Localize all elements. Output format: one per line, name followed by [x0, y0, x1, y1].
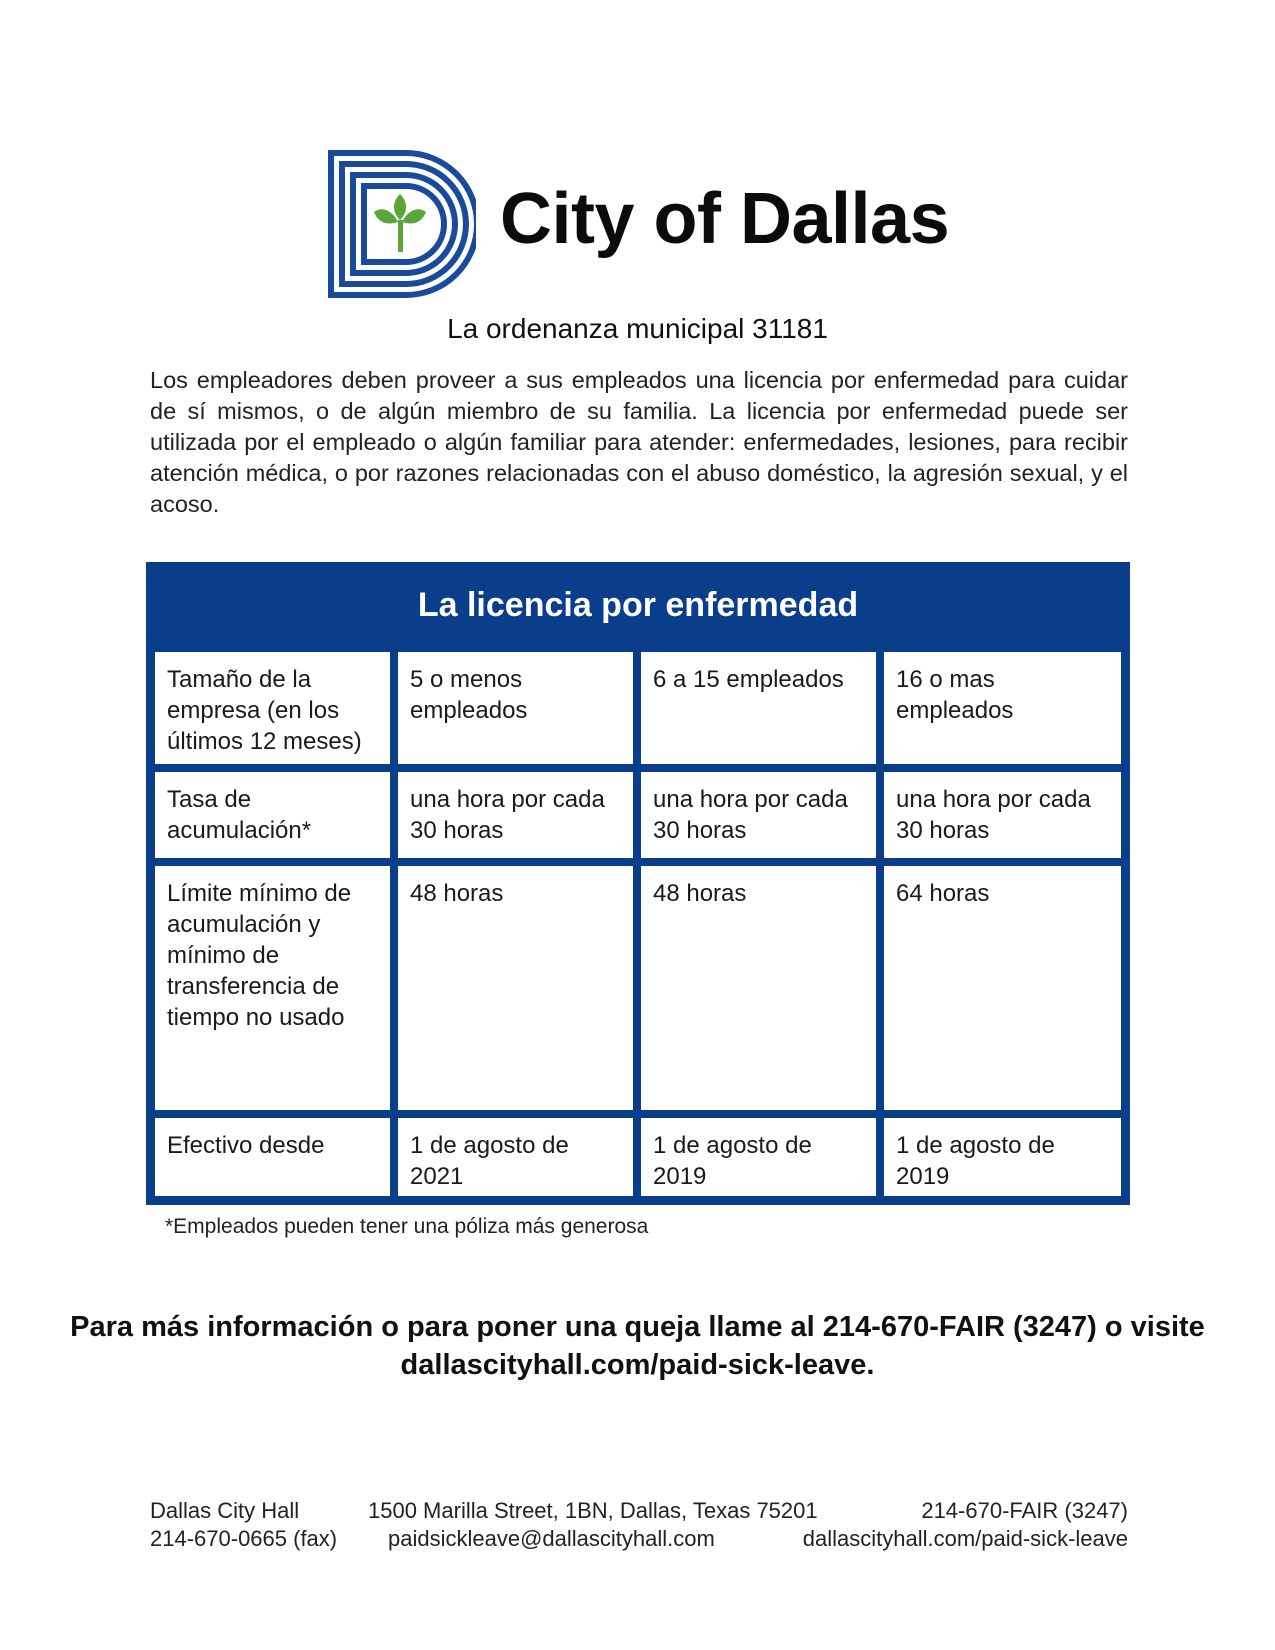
intro-paragraph: Los empleadores deben proveer a sus empleados una licencia por enfermedad para cuidar de sí mismos, o de algún miembro de su familia. La licencia por enfermedad puede ser utilizada por el empleado o algún familiar para atender: enfermedades, lesiones, para recibir atención médica, o por razones relacionadas con el abuso doméstico, la agresión sexual, y el acoso.: [150, 367, 1128, 517]
table-cell: 6 a 15 empleados: [641, 652, 876, 764]
footer-phone: 214-670-FAIR (3247): [921, 1498, 1128, 1523]
footer-address: 1500 Marilla Street, 1BN, Dallas, Texas 75201: [368, 1498, 818, 1523]
table-grid: [155, 652, 1121, 1196]
city-of-dallas-logo-icon: [328, 150, 476, 298]
footer: [150, 1498, 1128, 1554]
row-label-effective-date: Efectivo desde: [155, 1118, 390, 1196]
brand-title: City of Dallas: [500, 179, 950, 259]
table-cell: una hora por cada 30 horas: [398, 772, 633, 858]
row-label-accrual-cap: Límite mínimo de acumulación y mínimo de transferencia de tiempo no usado: [155, 866, 390, 1110]
footer-fax: 214-670-0665 (fax): [150, 1526, 338, 1551]
contact-call-to-action: Para más información o para poner una queja llame al 214-670-FAIR (3247) o visite dallascityhall.com/paid-sick-leave.: [70, 1311, 1205, 1381]
table-cell: 48 horas: [398, 866, 633, 1110]
row-label-company-size: Tamaño de la empresa (en los últimos 12 meses): [155, 652, 390, 764]
table-cell: 1 de agosto de 2019: [641, 1118, 876, 1196]
footnote: *Empleados pueden tener una póliza más generosa: [165, 1215, 649, 1238]
footer-org: Dallas City Hall: [150, 1498, 300, 1523]
footer-email[interactable]: paidsickleave@dallascityhall.com: [388, 1526, 715, 1551]
table-cell: 48 horas: [641, 866, 876, 1110]
table-cell: una hora por cada 30 horas: [884, 772, 1121, 858]
table-cell: 1 de agosto de 2019: [884, 1118, 1121, 1196]
row-label-accrual-rate: Tasa de acumulación*: [155, 772, 390, 858]
table-cell: 1 de agosto de 2021: [398, 1118, 633, 1196]
ordinance-subtitle: La ordenanza municipal 31181: [447, 313, 828, 344]
footer-website[interactable]: dallascityhall.com/paid-sick-leave: [802, 1526, 1128, 1551]
sick-leave-table: [146, 562, 1130, 1205]
table-cell: 16 o mas empleados: [884, 652, 1121, 764]
header: [328, 150, 968, 298]
table-cell: 64 horas: [884, 866, 1121, 1110]
table-title: La licencia por enfermedad: [417, 586, 859, 624]
table-cell: 5 o menos empleados: [398, 652, 633, 764]
table-cell: una hora por cada 30 horas: [641, 772, 876, 858]
